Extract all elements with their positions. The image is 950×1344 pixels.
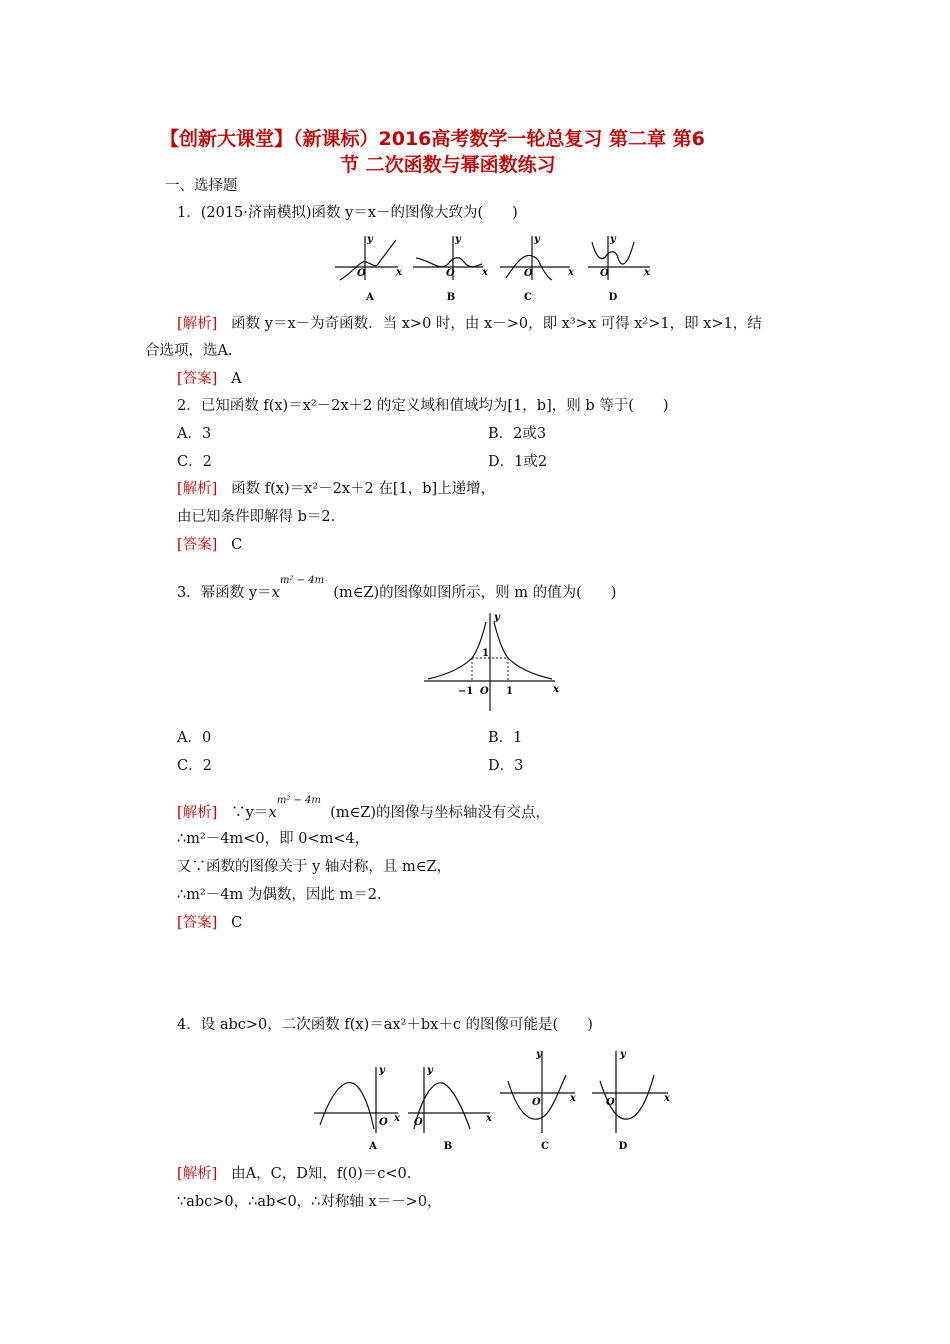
q4-analysis-tag: [解析] <box>177 1166 218 1182</box>
q1-label-d: D <box>608 292 618 303</box>
q1-answer <box>177 369 242 389</box>
q2-answer-value: C <box>231 537 243 553</box>
q1-answer-value: A <box>231 371 242 387</box>
q4-axis-x-d: x <box>664 1093 670 1104</box>
q4-axis-y-a: y <box>379 1065 385 1076</box>
q3-analysis-exponent-base: x <box>268 803 277 821</box>
q1-label-b: B <box>446 292 456 303</box>
q2-option-d: D．1或2 <box>488 454 548 470</box>
q1-axis-x-b: x <box>482 267 488 278</box>
q1-analysis-line2: 合选项，选A. <box>145 343 233 359</box>
q3-stem-pre: 3．幂函数 y＝ <box>177 585 272 601</box>
q4-axis-x-b: x <box>486 1113 492 1124</box>
q1-axis-x-c: x <box>568 267 574 278</box>
q4-origin-b: O <box>414 1117 423 1128</box>
q4-label-a: A <box>369 1141 377 1152</box>
q1-origin-d: O <box>600 268 609 279</box>
q3-origin: O <box>480 686 489 697</box>
q2-answer <box>177 535 242 555</box>
q4-axis-y-c: y <box>536 1049 542 1060</box>
q2-analysis-tag: [解析] <box>177 481 218 497</box>
q3-exponent: m² − 4m <box>280 575 325 586</box>
q4-axis-x-a: x <box>394 1113 400 1124</box>
q1-axis-y-c: y <box>534 234 540 245</box>
q4-origin-d: O <box>606 1097 615 1108</box>
q3-analysis-line2: ∴m²－4m<0，即 0<m<4， <box>177 831 370 847</box>
q4-stem: 4．设 abc>0，二次函数 f(x)＝ax²＋bx＋c 的图像可能是( ) <box>177 1017 593 1033</box>
q1-axis-y-b: y <box>455 234 461 245</box>
section-heading: 一、选择题 <box>165 178 238 194</box>
q1-label-c: C <box>524 292 532 303</box>
q4-label-b: B <box>443 1141 453 1152</box>
q3-graph <box>420 608 565 713</box>
q1-graphs <box>330 228 660 306</box>
q3-tick-neg1: −1 <box>458 686 474 697</box>
q1-axis-x-a: x <box>396 267 402 278</box>
q1-origin-a: O <box>357 268 366 279</box>
q1-label-a: A <box>366 292 374 303</box>
q3-analysis-pre: ∵y＝ <box>231 805 269 821</box>
q3-answer <box>177 913 242 933</box>
q3-stem-post: (m∈Z)的图像如图所示，则 m 的值为( ) <box>333 585 617 601</box>
q3-option-c: C．2 <box>177 758 212 774</box>
q3-analysis-post: (m∈Z)的图像与坐标轴没有交点， <box>330 805 550 821</box>
q3-stem <box>177 575 617 605</box>
q3-analysis-line1 <box>177 795 550 825</box>
q3-tick-x1: 1 <box>506 686 513 697</box>
q1-axis-y-d: y <box>610 234 616 245</box>
q3-analysis-tag: [解析] <box>177 805 218 821</box>
q2-analysis-line2: 由已知条件即解得 b＝2. <box>177 509 336 525</box>
page-title-line2: 节 二次函数与幂函数练习 <box>340 154 556 176</box>
q4-graphs <box>310 1045 680 1155</box>
q4-axis-y-d: y <box>620 1049 626 1060</box>
q2-option-c: C．2 <box>177 454 212 470</box>
q2-stem: 2．已知函数 f(x)＝x²－2x＋2 的定义域和值域均为[1，b]，则 b 等于( ) <box>177 398 669 414</box>
q1-origin-b: O <box>446 268 455 279</box>
q3-axis-x: x <box>553 684 559 695</box>
q2-analysis-line1 <box>177 479 495 499</box>
q3-tick-y1: 1 <box>482 648 489 659</box>
q3-option-d: D．3 <box>488 758 524 774</box>
q1-analysis-text: 函数 y＝x－为奇函数．当 x>0 时，由 x－>0，即 x³>x 可得 x²>1，即 x>1，结 <box>231 316 762 332</box>
q3-analysis-line3: 又∵函数的图像关于 y 轴对称，且 m∈Z， <box>177 859 452 875</box>
q3-exponent-base: x <box>271 583 280 601</box>
q3-answer-value: C <box>231 915 243 931</box>
q4-origin-a: O <box>379 1117 388 1128</box>
q1-answer-tag: [答案] <box>177 371 218 387</box>
q4-analysis-line2: ∵abc>0，∴ab<0，∴对称轴 x＝－>0， <box>177 1194 442 1210</box>
q3-answer-tag: [答案] <box>177 915 218 931</box>
q2-analysis-text: 函数 f(x)＝x²－2x＋2 在[1，b]上递增， <box>231 481 496 497</box>
q2-option-b: B．2或3 <box>488 426 547 442</box>
q3-axis-y: y <box>494 612 500 623</box>
q4-origin-c: O <box>532 1097 541 1108</box>
q4-analysis-line1 <box>177 1164 411 1184</box>
q4-label-d: D <box>618 1141 628 1152</box>
q1-stem: 1．(2015·济南模拟)函数 y＝x－的图像大致为( ) <box>177 205 518 221</box>
q4-axis-x-c: x <box>570 1093 576 1104</box>
q3-analysis-line4: ∴m²－4m 为偶数，因此 m＝2. <box>177 887 382 903</box>
q4-label-c: C <box>541 1141 549 1152</box>
q2-option-a: A．3 <box>177 426 212 442</box>
q1-axis-x-d: x <box>644 267 650 278</box>
q1-analysis-tag: [解析] <box>177 316 218 332</box>
page-title-line1: 【创新大课堂】（新课标）2016高考数学一轮总复习 第二章 第6 <box>160 128 705 150</box>
q4-axis-y-b: y <box>427 1065 433 1076</box>
q3-option-b: B．1 <box>488 730 523 746</box>
q1-analysis-line1 <box>177 314 762 334</box>
q1-origin-c: O <box>524 268 533 279</box>
q3-option-a: A．0 <box>177 730 212 746</box>
q1-axis-y-a: y <box>367 234 373 245</box>
q3-analysis-exponent: m² − 4m <box>276 795 321 806</box>
q2-answer-tag: [答案] <box>177 537 218 553</box>
q4-analysis-text: 由A，C，D知，f(0)＝c<0. <box>231 1166 412 1182</box>
